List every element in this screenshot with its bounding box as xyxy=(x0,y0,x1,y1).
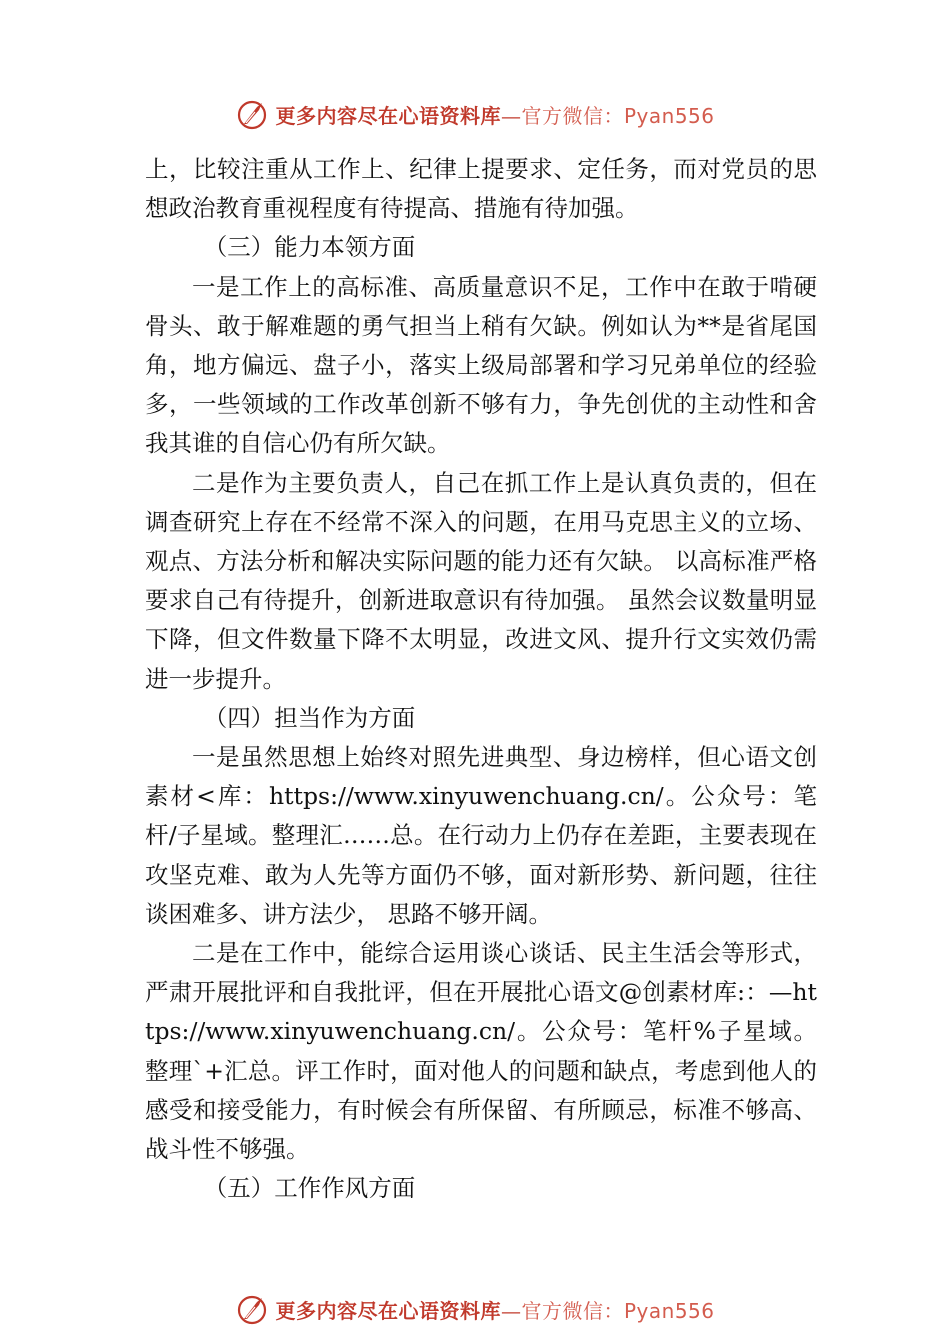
quill-pen-logo-icon xyxy=(235,1292,269,1326)
banner-left-text: 更多内容尽在心语资料库 xyxy=(275,103,501,128)
paragraph: 二是在工作中，能综合运用谈心谈话、民主生活会等形式，严肃开展批评和自我批评，但在开展批心语文@创素材库:：—https://www.xinyuwenchuang.cn/。公众号：笔杆%子星域。整理`+汇总。评工作时，面对他人的问题和缺点，考虑到他人的感受和接受能力，有时候会有所保留、有所顾忌，标准不够高、战斗性不够强。 xyxy=(145,939,817,1164)
quill-pen-logo-icon xyxy=(235,97,269,131)
banner-wechat-id: Pyan556 xyxy=(623,103,715,128)
paragraph: 一是虽然思想上始终对照先进典型、身边榜样，但心语文创素材<库：https://www.xinyuwenchuang.cn/。公众号：笔杆/子星域。整理汇……总。在行动力上仍存在差距，主要表现在攻坚克难、敢为人先等方面仍不够，面对新形势、新问题，往往谈困难多、讲方法少， 思路不够开阔。 xyxy=(145,743,817,928)
banner-right-text: 官方微信： xyxy=(521,1298,624,1323)
banner-left-text: 更多内容尽在心语资料库 xyxy=(275,1298,501,1323)
banner-text xyxy=(275,1295,714,1324)
section-heading-3: （三）能力本领方面 xyxy=(203,233,416,262)
header-banner xyxy=(0,94,950,134)
section-heading-5: （五）工作作风方面 xyxy=(203,1174,416,1203)
document-body xyxy=(145,150,817,1208)
footer-banner xyxy=(0,1289,950,1329)
banner-text xyxy=(275,100,714,129)
paragraph-continued: 上，比较注重从工作上、纪律上提要求、定任务，而对党员的思想政治教育重视程度有待提高、措施有待加强。 xyxy=(145,155,817,223)
banner-dash: — xyxy=(500,103,522,128)
paragraph: 一是工作上的高标准、高质量意识不足，工作中在敢于啃硬骨头、敢于解难题的勇气担当上稍有欠缺。例如认为**是省尾国角，地方偏远、盘子小，落实上级局部署和学习兄弟单位的经验多，一些领域的工作改革创新不够有力，争先创优的主动性和舍我其谁的自信心仍有所欠缺。 xyxy=(145,272,817,458)
paragraph: 二是作为主要负责人，自己在抓工作上是认真负责的，但在调查研究上存在不经常不深入的问题，在用马克思主义的立场、观点、方法分析和解决实际问题的能力还有欠缺。 以高标准严格要求自己有待提升，创新进取意识有待加强。 虽然会议数量明显下降，但文件数量下降不太明显，改进文风、提升行文实效仍需进一步提升。 xyxy=(145,468,817,693)
banner-wechat-id: Pyan556 xyxy=(623,1298,715,1323)
banner-dash: — xyxy=(500,1298,522,1323)
banner-right-text: 官方微信： xyxy=(521,103,624,128)
section-heading-4: （四）担当作为方面 xyxy=(203,703,416,732)
